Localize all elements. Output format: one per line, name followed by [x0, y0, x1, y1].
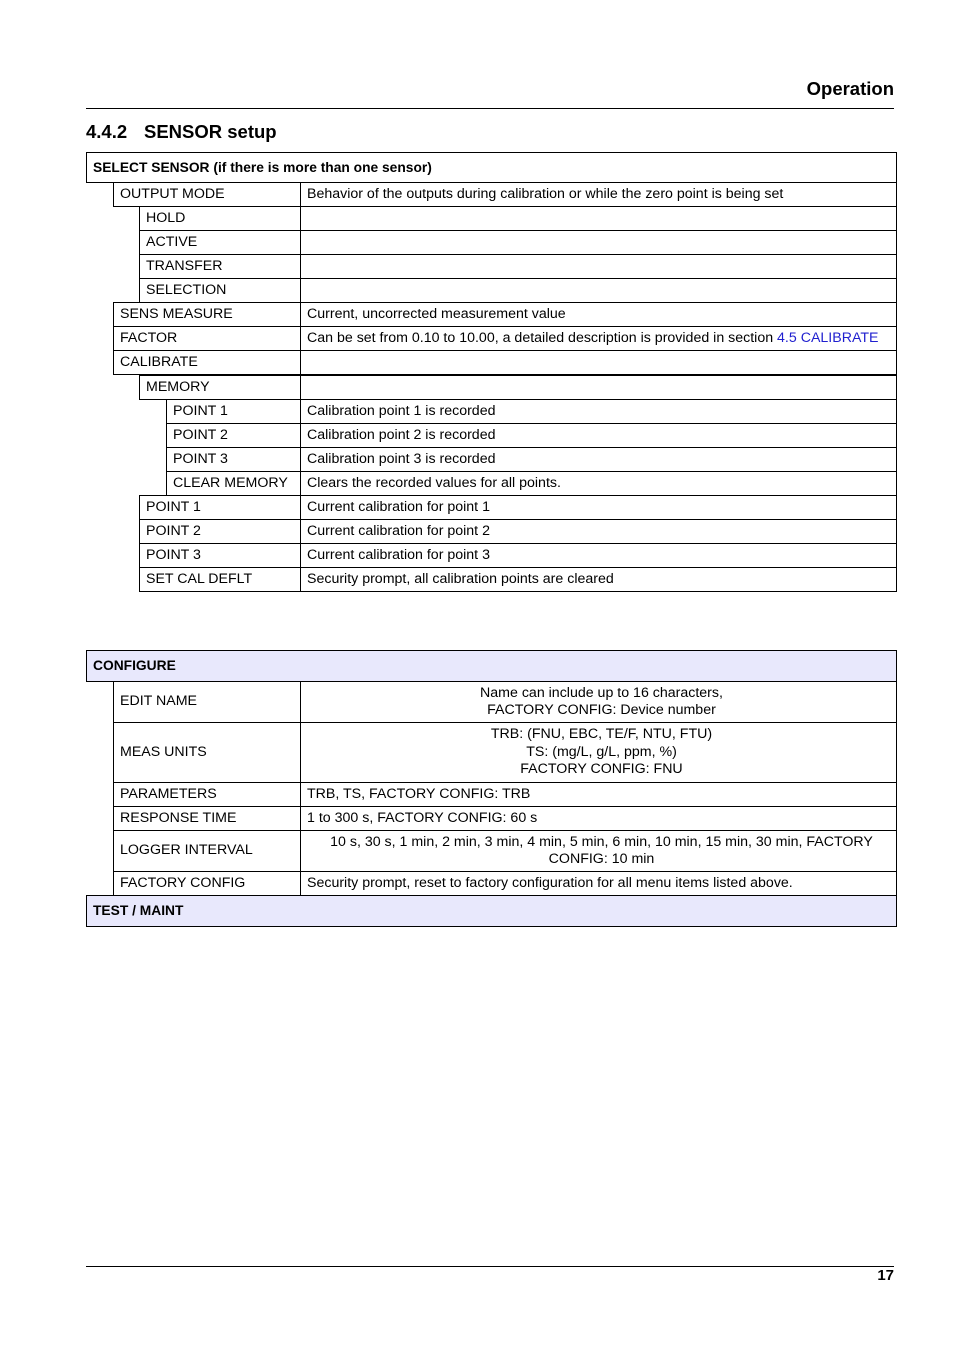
- table-header: SELECT SENSOR (if there is more than one sensor): [86, 152, 897, 183]
- row-label: CALIBRATE: [113, 350, 301, 375]
- calibrate-section-link[interactable]: 4.5 CALIBRATE: [777, 329, 879, 346]
- page-number: 17: [877, 1267, 894, 1284]
- row-label: POINT 3: [139, 543, 301, 568]
- row-description: Current calibration for point 2: [300, 519, 897, 544]
- description-line: FACTORY CONFIG: Device number: [487, 702, 716, 718]
- table-footer-header: TEST / MAINT: [86, 895, 897, 927]
- row-label: SELECTION: [139, 278, 301, 303]
- row-label: FACTORY CONFIG: [113, 871, 301, 896]
- table-row: [86, 254, 897, 279]
- row-description: [300, 350, 897, 375]
- row-label: POINT 2: [139, 519, 301, 544]
- table-row: [86, 423, 897, 448]
- row-label: POINT 2: [166, 423, 301, 448]
- table-row: [86, 806, 897, 831]
- row-description: [300, 278, 897, 303]
- row-label: RESPONSE TIME: [113, 806, 301, 831]
- row-label: EDIT NAME: [113, 681, 301, 723]
- description-line: Name can include up to 16 characters,: [480, 684, 723, 701]
- table-row: [86, 782, 897, 807]
- row-label: HOLD: [139, 206, 301, 231]
- table-row: [86, 471, 897, 496]
- table-header: CONFIGURE: [86, 650, 897, 682]
- description-line: CONFIG: 10 min: [548, 851, 655, 867]
- row-label: SET CAL DEFLT: [139, 567, 301, 592]
- factor-description-text: Can be set from 0.10 to 10.00, a detailed description is provided in section: [307, 329, 778, 346]
- select-sensor-table: [86, 152, 897, 592]
- row-description: Current, uncorrected measurement value: [300, 302, 897, 327]
- section-heading: [86, 121, 277, 143]
- row-label: CLEAR MEMORY: [166, 471, 301, 496]
- table-row: [86, 519, 897, 544]
- description-line: TS: (mg/L, g/L, ppm, %): [526, 743, 677, 760]
- row-label: ACTIVE: [139, 230, 301, 255]
- description-line: TRB: (FNU, EBC, TE/F, NTU, FTU): [490, 726, 713, 743]
- table-row: [86, 567, 897, 592]
- row-label: FACTOR: [113, 326, 301, 351]
- row-description: Behavior of the outputs during calibration or while the zero point is being set: [300, 182, 897, 207]
- table-row: [86, 495, 897, 520]
- table-row: [86, 326, 897, 351]
- table-row: [86, 543, 897, 568]
- row-label: SENS MEASURE: [113, 302, 301, 327]
- row-description: Current calibration for point 3: [300, 543, 897, 568]
- configure-table: [86, 650, 897, 927]
- row-label: MEMORY: [139, 375, 301, 400]
- table-row: [86, 182, 897, 207]
- row-description: [300, 722, 897, 783]
- row-description: Current calibration for point 1: [300, 495, 897, 520]
- table-row: [86, 722, 897, 783]
- row-label: TRANSFER: [139, 254, 301, 279]
- section-number: 4.4.2: [86, 121, 128, 142]
- row-label: MEAS UNITS: [113, 722, 301, 783]
- description-line: FACTORY CONFIG: FNU: [520, 761, 683, 778]
- row-description: [300, 830, 897, 872]
- table-row: [86, 230, 897, 255]
- row-description: Security prompt, reset to factory configuration for all menu items listed above.: [300, 871, 897, 896]
- footer-rule: [86, 1266, 894, 1267]
- table-row: [86, 871, 897, 896]
- row-description: [300, 230, 897, 255]
- row-label: POINT 3: [166, 447, 301, 472]
- table-row: [86, 375, 897, 400]
- table-row: [86, 830, 897, 872]
- row-label: POINT 1: [139, 495, 301, 520]
- row-label: PARAMETERS: [113, 782, 301, 807]
- row-label: OUTPUT MODE: [113, 182, 301, 207]
- row-description: 1 to 300 s, FACTORY CONFIG: 60 s: [300, 806, 897, 831]
- row-description: [300, 375, 897, 400]
- row-description: TRB, TS, FACTORY CONFIG: TRB: [300, 782, 897, 807]
- table-row: [86, 350, 897, 375]
- table-row: [86, 278, 897, 303]
- row-description: Clears the recorded values for all points.: [300, 471, 897, 496]
- header-rule: [86, 108, 894, 109]
- table-row: [86, 681, 897, 723]
- table-row: [86, 206, 897, 231]
- row-label: LOGGER INTERVAL: [113, 830, 301, 872]
- row-description: Calibration point 3 is recorded: [300, 447, 897, 472]
- row-description: Calibration point 1 is recorded: [300, 399, 897, 424]
- table-row: [86, 399, 897, 424]
- section-title: SENSOR setup: [144, 121, 277, 142]
- table-row: [86, 447, 897, 472]
- table-row: [86, 302, 897, 327]
- row-description: [300, 254, 897, 279]
- page-header-title: Operation: [806, 78, 894, 99]
- row-description: [300, 681, 897, 723]
- description-line: 10 s, 30 s, 1 min, 2 min, 3 min, 4 min, 5 min, 6 min, 10 min, 15 min, 30 min, FACTORY: [330, 833, 873, 850]
- row-description: [300, 206, 897, 231]
- row-description: Security prompt, all calibration points are cleared: [300, 567, 897, 592]
- row-description: Calibration point 2 is recorded: [300, 423, 897, 448]
- row-description: [300, 326, 897, 351]
- row-label: POINT 1: [166, 399, 301, 424]
